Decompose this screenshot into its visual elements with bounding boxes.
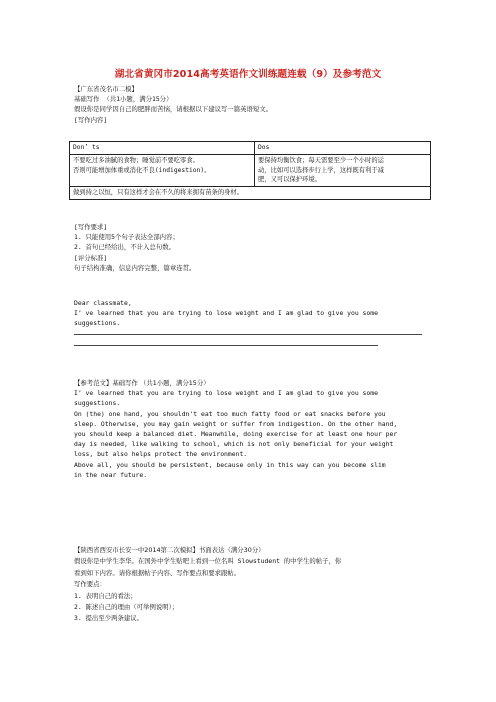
dos-line: 要保持均衡饮食；每天需要至少一个小时的运 bbox=[258, 156, 384, 164]
dos-line: 动，比如可以选择步行上学，这样既有利于减 bbox=[258, 166, 384, 174]
dos-donts-table bbox=[69, 141, 431, 200]
requirements-section bbox=[74, 222, 430, 273]
sample-line: sleep. Otherwise, you may gain weight or suffer from indigestion. On the other hand, bbox=[74, 419, 398, 428]
dos-header: Dos bbox=[255, 142, 431, 155]
table-footer: 做到持之以恒，只有这样才会在不久的将来拥有苗条的身材。 bbox=[70, 187, 431, 200]
table-header-row bbox=[70, 142, 431, 155]
answer-line bbox=[74, 345, 378, 346]
point-item: 2. 陈述自己的理由（可举例说明）； bbox=[74, 603, 179, 612]
donts-header: Don’ ts bbox=[70, 142, 255, 155]
sample-heading: 【参考范文】基础写作 （共1小题，满分15分） bbox=[74, 379, 210, 387]
page-title: 湖北省黄冈市2014高考英语作文训练题连载（9）及参考范文 bbox=[114, 69, 382, 80]
letter-start bbox=[74, 298, 430, 329]
salutation: Dear classmate, bbox=[74, 299, 132, 307]
sample-line: day is needed, like walking to school, which is not only beneficial for your weight bbox=[74, 440, 394, 449]
requirements-label: [写作要求] bbox=[74, 223, 108, 231]
sample-line: in the near future. bbox=[74, 470, 148, 479]
source-label: 【广东省茂名市二模】 bbox=[74, 85, 138, 93]
given-sentence-line: I’ ve learned that you are trying to lose weight and I am glad to give you some bbox=[74, 309, 378, 318]
task1-intro bbox=[74, 84, 430, 125]
sample-section bbox=[74, 378, 430, 480]
donts-line: 不要吃过多油腻的食物；睡觉前不要吃零食。 bbox=[73, 156, 199, 164]
dos-line: 肥，又可以保护环境。 bbox=[258, 176, 321, 184]
criteria-text: 句子结构准确，信息内容完整，篇章连贯。 bbox=[74, 263, 196, 272]
task2-section bbox=[74, 545, 430, 625]
requirement-item: 1. 只能使用5个句子表达全部内容； bbox=[74, 233, 179, 242]
source-label: 【陕西省西安市长安一中2014第二次模拟】书面表达（满分30分） bbox=[74, 546, 265, 554]
task2-prompt-line: 看到如下内容。请你根据帖子内容、写作要点和要求跟帖。 bbox=[74, 568, 241, 577]
task2-prompt-line: 假设你是中学生李华。在国外中学生贴吧上看到一位名叫 Slowstudent 的中学生的帖子，你 bbox=[74, 557, 342, 566]
sample-line: I’ ve learned that you are trying to lose weight and I am glad to give you some bbox=[74, 389, 378, 398]
sample-line: loss, but also helps protect the environment. bbox=[74, 450, 248, 459]
sample-line: On (the) one hand, you shouldn't eat too much fatty food or eat snacks before you bbox=[74, 409, 386, 418]
given-sentence-line: suggestions. bbox=[74, 319, 121, 328]
criteria-label: [评分标准] bbox=[74, 253, 108, 262]
requirement-item: 2. 首句已经给出，不计入总句数。 bbox=[74, 243, 176, 252]
sample-line: you should keep a balanced diet. Meanwhile, doing exercise for at least one hour per bbox=[74, 430, 398, 439]
answer-line bbox=[74, 334, 422, 335]
dos-cell bbox=[255, 154, 431, 186]
points-label: 写作要点： bbox=[74, 580, 106, 589]
sample-line: suggestions. bbox=[74, 399, 121, 408]
table-body-row bbox=[70, 154, 431, 186]
donts-cell bbox=[70, 154, 255, 186]
table-footer-row bbox=[70, 187, 431, 200]
content-label: [写作内容] bbox=[74, 115, 108, 124]
sample-line: Above all, you should be persistent, because only in this way can you become slim bbox=[74, 460, 386, 469]
point-item: 3. 提出至少两条建议。 bbox=[74, 614, 144, 623]
donts-line: 否则可能增加体重或消化不良(indigestion)。 bbox=[73, 166, 211, 174]
point-item: 1. 表明自己的看法； bbox=[74, 591, 137, 600]
task1-prompt: 假设你是同学因自己的肥胖而苦恼，请根据以下建议写一篇英语短文。 bbox=[74, 105, 273, 114]
task1-heading: 基础写作 （共1小题，满分15分） bbox=[74, 95, 173, 104]
